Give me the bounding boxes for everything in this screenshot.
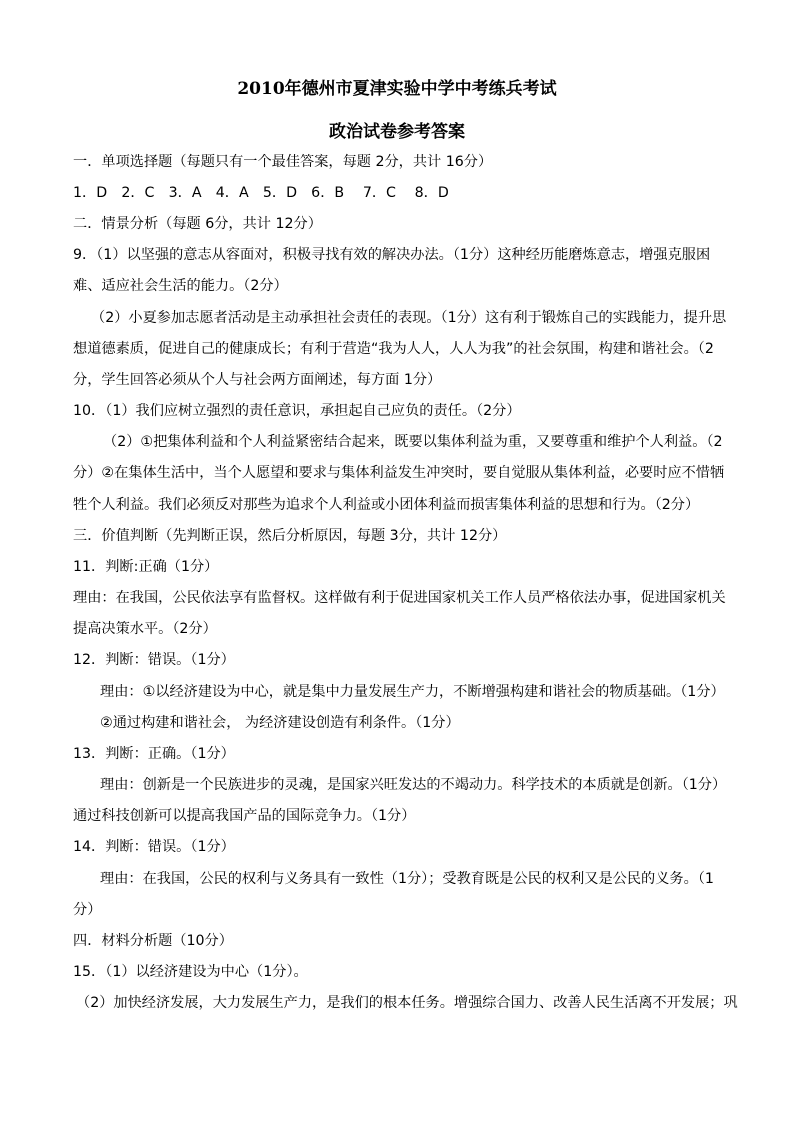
answer-line: （2）①把集体利益和个人利益紧密结合起来，既要以集体利益为重，又要尊重和维护个人利益。（2 [103, 434, 723, 450]
answer-line: 分）②在集体生活中，当个人愿望和要求与集体利益发生冲突时，要自觉服从集体利益，必要时应不惜牺 [73, 465, 725, 481]
answer-line: 10．（1）我们应树立强烈的责任意识，承担起自己应负的责任。（2分） [73, 403, 521, 419]
section-heading-1: 一．单项选择题（每题只有一个最佳答案，每题 2分，共计 16分） [73, 154, 493, 170]
page-title: 2010年德州市夏津实验中学中考练兵考试 [237, 79, 557, 99]
answer-line: 12．判断：错误。（1分） [73, 652, 235, 668]
section-heading-4: 四．材料分析题（10分） [73, 933, 233, 949]
answer-line: 9．（1）以坚强的意志从容面对，积极寻找有效的解决办法。（1分）这种经历能磨炼意志，增强克服困 [73, 247, 711, 263]
answer-line: （2）小夏参加志愿者活动是主动承担社会责任的表现。（1分）这有利于锻炼自己的实践能力，提升思 [91, 310, 727, 326]
answer-line: 理由：①以经济建设为中心，就是集中力量发展生产力，不断增强构建和谐社会的物质基础。（1分） [100, 684, 725, 700]
answer-line: 15．（1）以经济建设为中心（1分）。 [73, 964, 308, 980]
answer-line: 13．判断：正确。（1分） [73, 746, 235, 762]
answer-line: 理由：在我国，公民的权利与义务具有一致性（1分）；受教育既是公民的权利又是公民的义务。（1 [100, 871, 714, 887]
answer-line: 1．D 2．C 3．A 4．A 5．D 6．B 7．C 8．D [73, 185, 449, 201]
answer-line: 牲个人利益。我们必须反对那些为追求个人利益或小团体利益而损害集体利益的思想和行为。（2分） [73, 497, 700, 513]
answer-line: （2）加快经济发展，大力发展生产力，是我们的根本任务。增强综合国力、改善人民生活离不开发展；巩 [76, 995, 738, 1011]
answer-line: 理由：在我国，公民依法享有监督权。这样做有利于促进国家机关工作人员严格依法办事，促进国家机关 [73, 590, 726, 606]
page-subtitle: 政治试卷参考答案 [329, 122, 465, 142]
answer-line: 分，学生回答必须从个人与社会两方面阐述，每方面 1分） [73, 372, 442, 388]
answer-line: 理由：创新是一个民族进步的灵魂，是国家兴旺发达的不竭动力。科学技术的本质就是创新。（1分） [100, 777, 727, 793]
section-heading-2: 二．情景分析（每题 6分，共计 12分） [73, 216, 322, 232]
answer-line: 通过科技创新可以提高我国产品的国际竞争力。（1分） [73, 808, 416, 824]
answer-line: 提高决策水平。（2分） [73, 621, 217, 637]
answer-line: 11．判断:正确（1分） [73, 559, 219, 575]
answer-line: 14．判断：错误。（1分） [73, 839, 235, 855]
answer-line: ②通过构建和谐社会， 为经济建设创造有利条件。（1分） [100, 715, 460, 731]
answer-line: 分） [73, 902, 102, 918]
section-heading-3: 三．价值判断（先判断正误，然后分析原因，每题 3分，共计 12分） [73, 528, 507, 544]
answer-line: 难、适应社会生活的能力。（2分） [73, 278, 288, 294]
answer-line: 想道德素质，促进自己的健康成长；有利于营造“我为人人，人人为我”的社会氛围，构建和谐社会。（2 [73, 341, 714, 357]
